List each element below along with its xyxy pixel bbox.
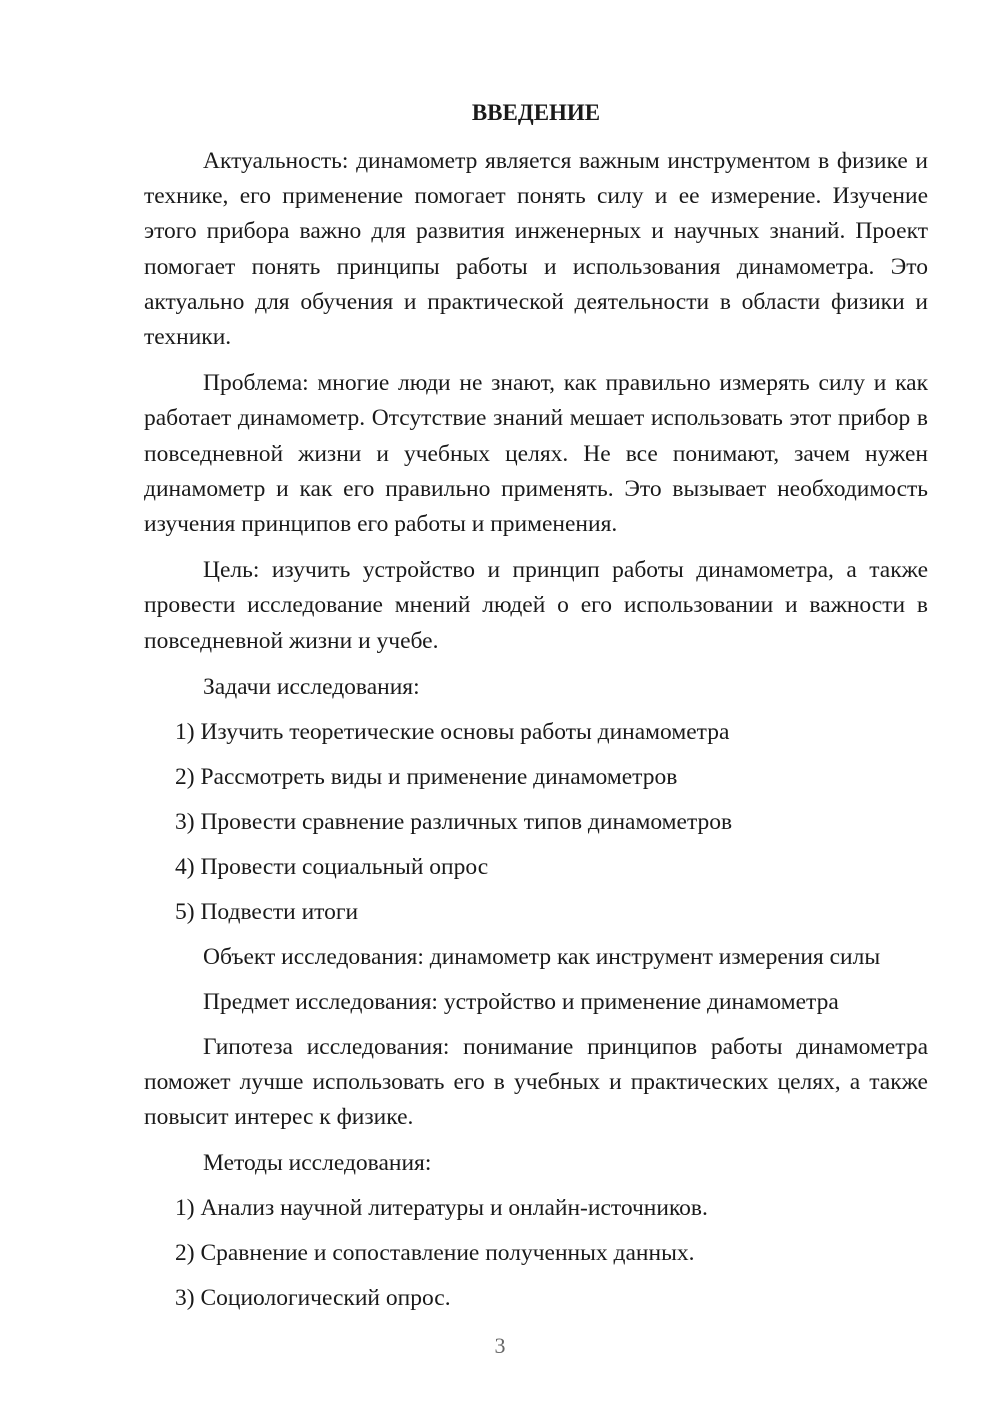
page-number: 3 [494, 1333, 506, 1358]
page-title: ВВЕДЕНИЕ [471, 100, 601, 125]
tasks-list [144, 715, 928, 930]
relevance-paragraph: Актуальность: динамометр является важным инструментом в физике и технике, его применение помогает понять силу и ее измерение. Изучение этого прибора важно для развития инженерных и научных знаний. Проект помогает понять принципы работы и использования динамометра. Это актуально для обучения и практической деятельности в области физики и техники. [144, 148, 928, 351]
task-item: 5) Подвести итоги [175, 898, 359, 925]
problem-paragraph: Проблема: многие люди не знают, как правильно измерять силу и как работает динамометр. Отсутствие знаний мешает использовать этот прибор в повседневной жизни и учебных целях. Не все понимают, зачем нужен динамометр и как его правильно применять. Это вызывает необходимость изучения принципов его работы и применения. [144, 370, 928, 538]
goal-paragraph: Цель: изучить устройство и принцип работы динамометра, а также провести исследование мнений людей о его использовании и важности в повседневной жизни и учебе. [144, 557, 928, 654]
tasks-heading: Задачи исследования: [203, 673, 420, 700]
research-object: Объект исследования: динамометр как инструмент измерения силы [203, 943, 881, 970]
methods-heading: Методы исследования: [203, 1150, 432, 1177]
method-item: 1) Анализ научной литературы и онлайн-источников. [175, 1195, 708, 1222]
task-item: 2) Рассмотреть виды и применение динамометров [175, 763, 678, 790]
research-subject: Предмет исследования: устройство и применение динамометра [203, 988, 839, 1015]
task-item: 3) Провести сравнение различных типов динамометров [175, 808, 733, 835]
method-item: 2) Сравнение и сопоставление полученных данных. [175, 1240, 695, 1267]
document-page [144, 96, 928, 1316]
task-item: 1) Изучить теоретические основы работы динамометра [175, 718, 730, 745]
method-item: 3) Социологический опрос. [175, 1285, 451, 1312]
hypothesis-paragraph: Гипотеза исследования: понимание принципов работы динамометра поможет лучше использовать его в учебных и практических целях, а также повысит интерес к физике. [144, 1033, 928, 1131]
task-item: 4) Провести социальный опрос [175, 853, 489, 880]
methods-list [144, 1191, 928, 1316]
